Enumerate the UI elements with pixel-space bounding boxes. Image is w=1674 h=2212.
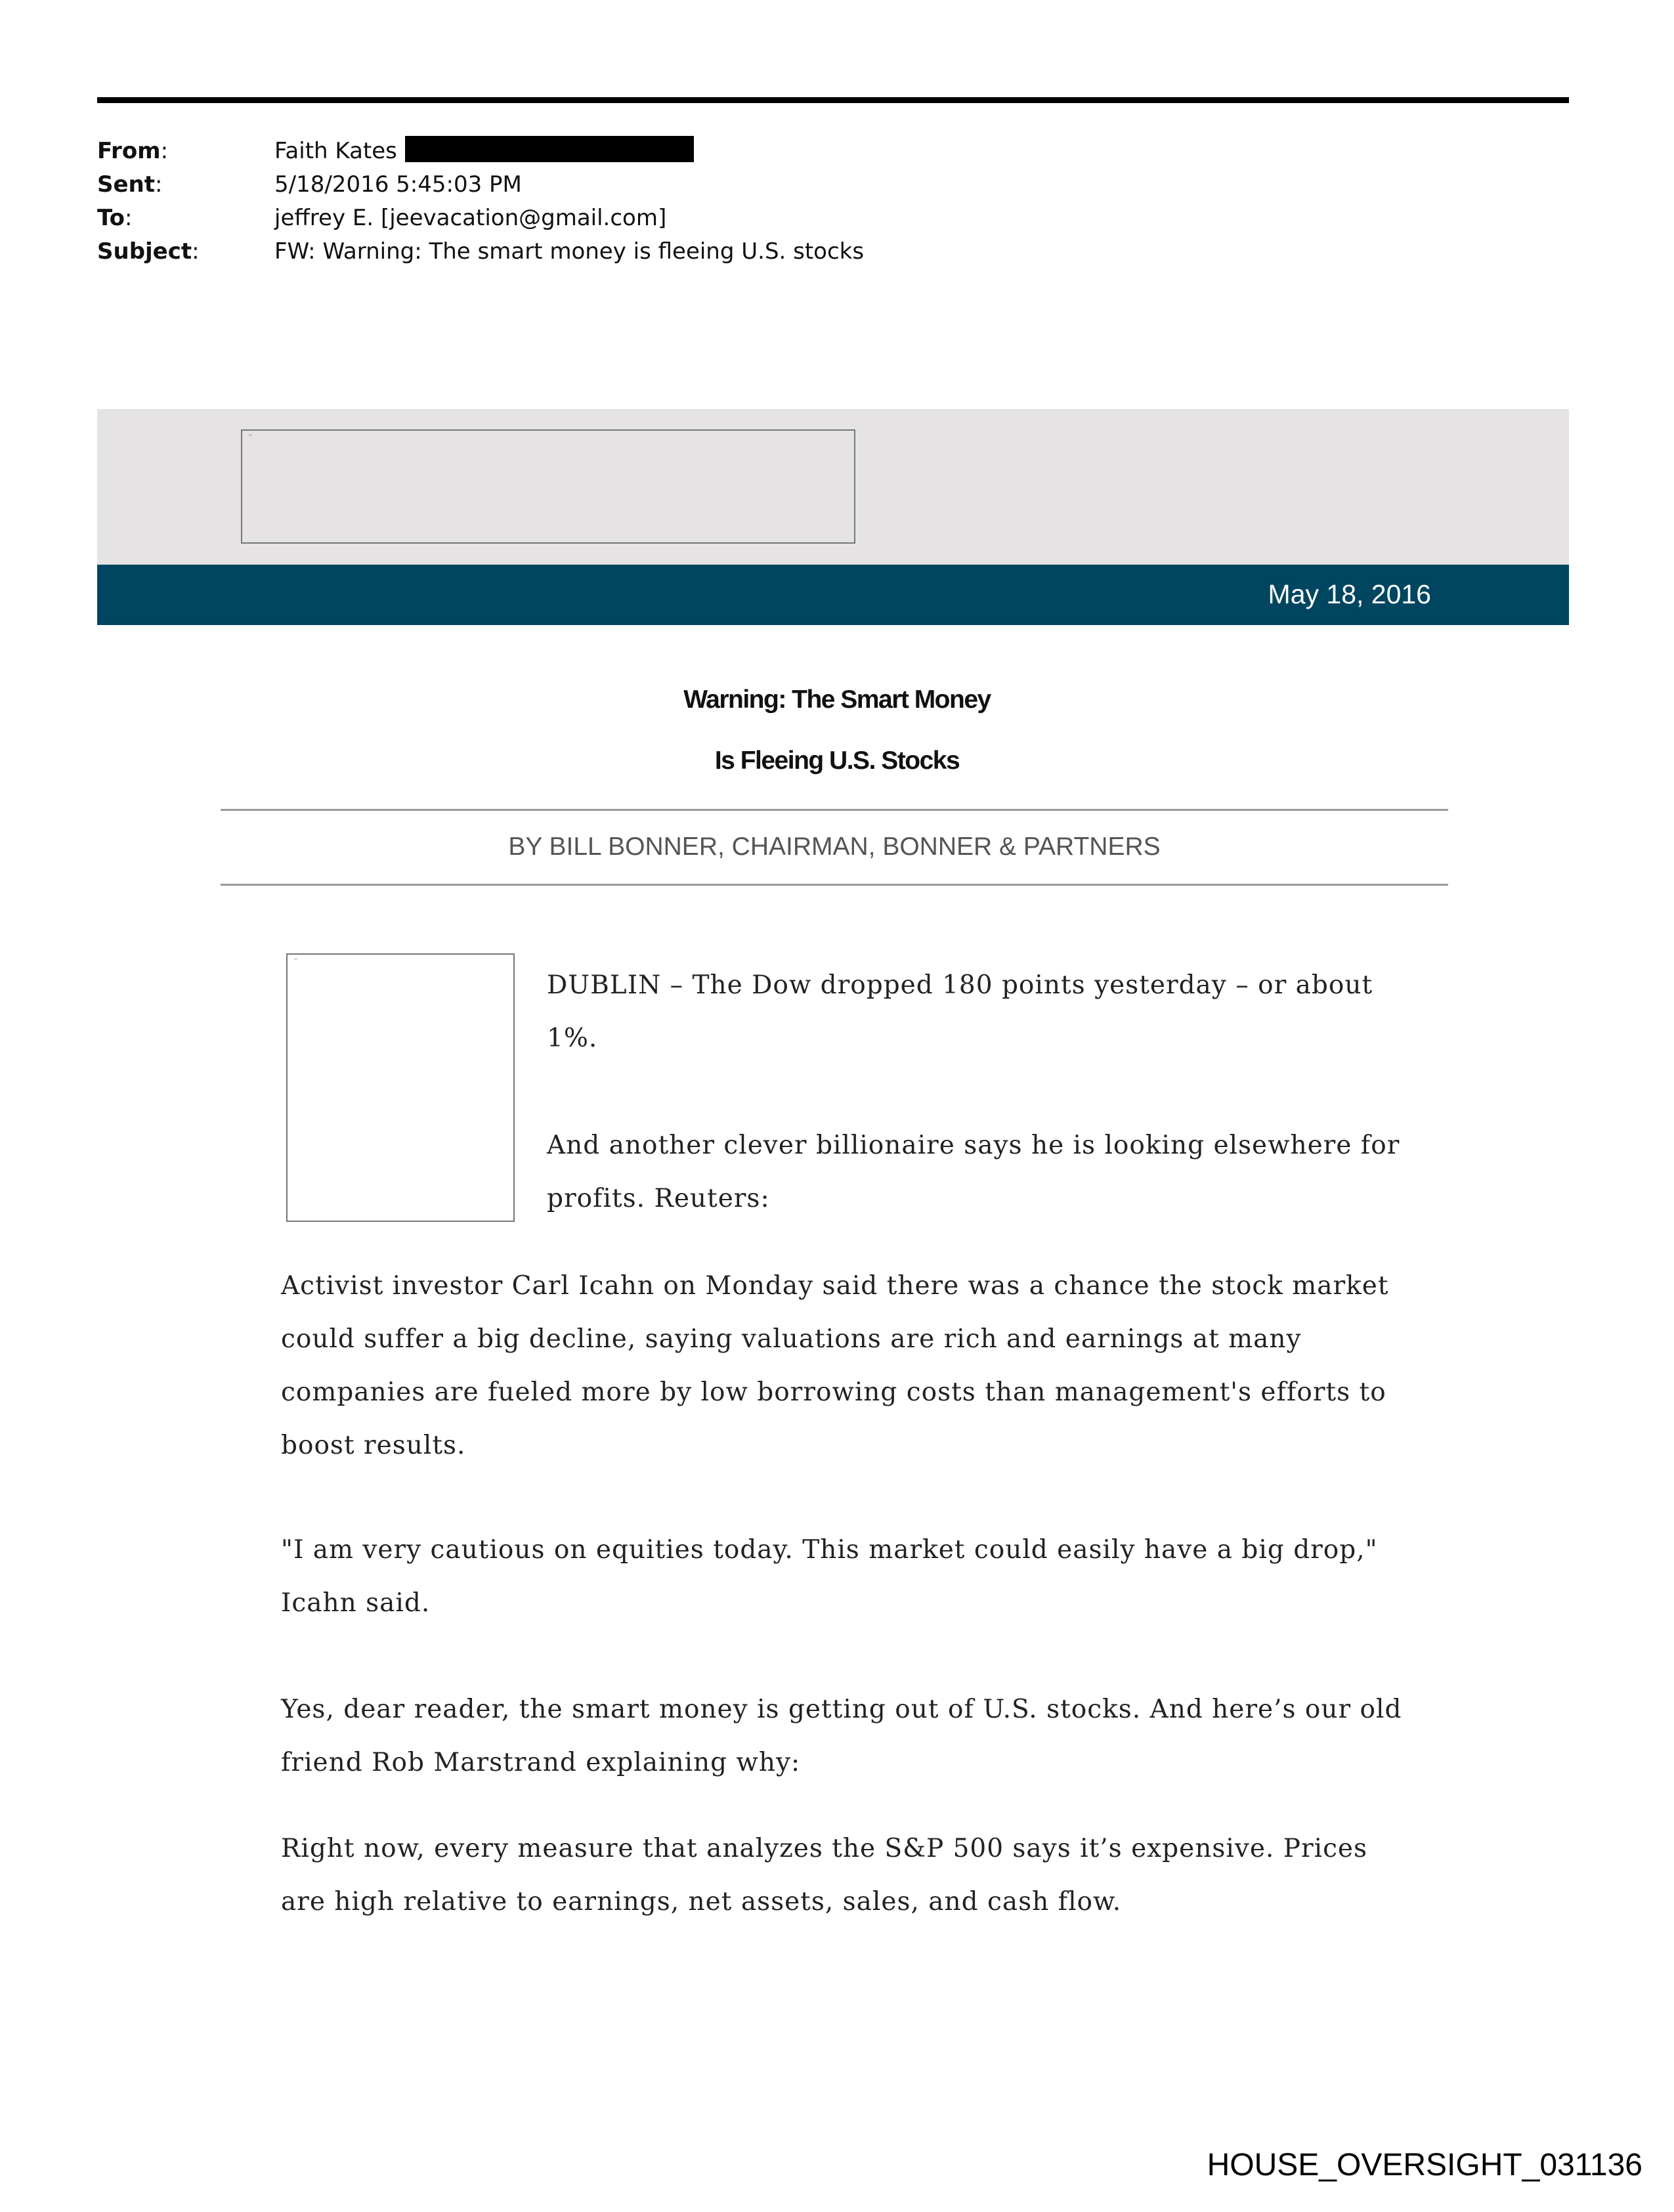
to-row: To: jeffrey E. [jeevacation@gmail.com] xyxy=(97,202,864,235)
byline-bottom-rule xyxy=(221,884,1448,886)
quote-paragraph: Right now, every measure that analyzes the S&P 500 says it’s expensive. Prices are high relative to earnings, net assets, sales, and cash flow. xyxy=(281,1834,1368,1917)
redaction-box xyxy=(405,136,694,162)
paragraph: DUBLIN – The Dow dropped 180 points yesterday – or about 1%. xyxy=(547,970,1373,1053)
article-title-line1: Warning: The Smart Money xyxy=(683,685,991,714)
subject-label: Subject xyxy=(97,238,192,265)
top-rule xyxy=(97,97,1569,103)
sent-row: Sent: 5/18/2016 5:45:03 PM xyxy=(97,168,864,202)
broken-logo-image xyxy=(241,429,855,544)
byline-top-rule xyxy=(221,809,1448,811)
sent-label: Sent xyxy=(97,171,156,198)
sent-value: 5/18/2016 5:45:03 PM xyxy=(274,171,522,198)
article-title-line2: Is Fleeing U.S. Stocks xyxy=(714,747,960,775)
to-value: jeffrey E. [jeevacation@gmail.com] xyxy=(274,205,667,231)
bates-number: HOUSE_OVERSIGHT_031136 xyxy=(1207,2148,1642,2182)
quote-paragraph: "I am very cautious on equities today. This market could easily have a big drop," Icahn said. xyxy=(281,1535,1378,1618)
byline: BY BILL BONNER, CHAIRMAN, BONNER & PARTNERS xyxy=(508,833,1161,861)
paragraph: And another clever billionaire says he is looking elsewhere for profits. Reuters: xyxy=(547,1131,1400,1213)
subject-row: Subject: FW: Warning: The smart money is fleeing U.S. stocks xyxy=(97,235,864,269)
to-label: To xyxy=(97,205,125,231)
quote-paragraph: Activist investor Carl Icahn on Monday said there was a chance the stock market could suffer a big decline, saying valuations are rich and earnings at many companies are fueled more by low borrowing costs than management's efforts to boost results. xyxy=(281,1271,1389,1460)
date-bar xyxy=(97,565,1569,625)
broken-image-icon: ▭ xyxy=(294,957,297,961)
broken-author-image xyxy=(286,953,515,1222)
from-label: From xyxy=(97,138,161,164)
paragraph: Yes, dear reader, the smart money is getting out of U.S. stocks. And here’s our old friend Rob Marstrand explaining why: xyxy=(281,1695,1402,1777)
newsletter-date: May 18, 2016 xyxy=(1268,579,1431,609)
email-header xyxy=(97,135,864,269)
from-row: From: Faith Kates xyxy=(97,135,864,168)
broken-image-icon: ▭ xyxy=(249,433,252,437)
subject-value: FW: Warning: The smart money is fleeing U.S. stocks xyxy=(274,238,865,265)
from-value: Faith Kates xyxy=(274,138,397,164)
